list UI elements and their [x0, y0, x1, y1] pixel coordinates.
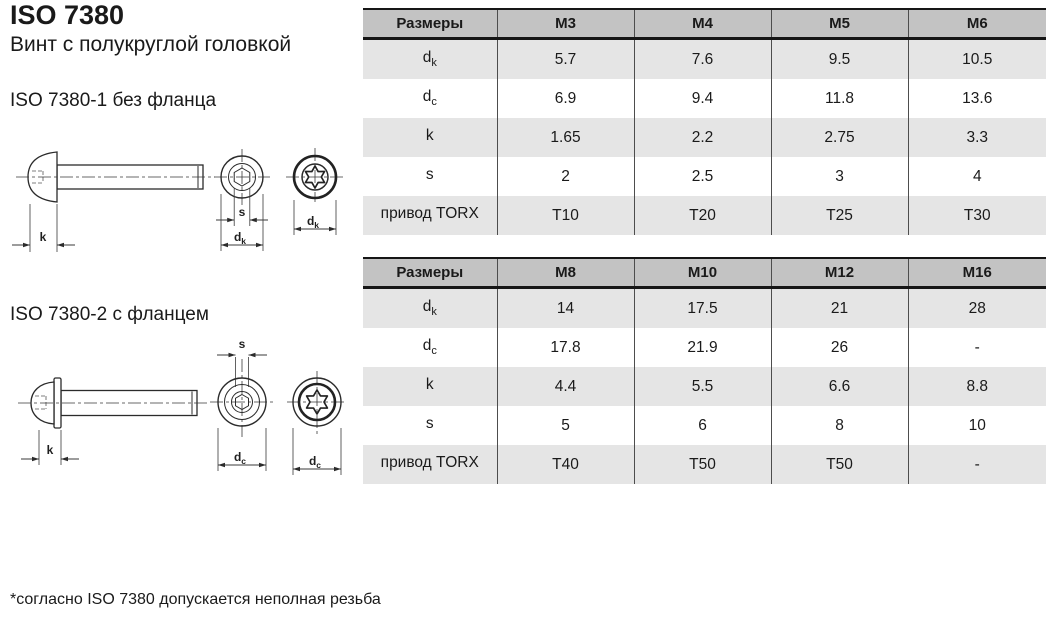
hex-socket-front-view: [210, 337, 274, 471]
table-cell: 4: [908, 157, 1046, 196]
dim-label-s: s: [238, 205, 246, 219]
row-label: привод TORX: [363, 445, 497, 484]
table-cell: 2: [497, 157, 634, 196]
table-cell: 6: [634, 406, 771, 445]
table-cell: 9.4: [634, 79, 771, 118]
table-cell: 10: [908, 406, 1046, 445]
table-cell: 2.2: [634, 118, 771, 157]
dim-label-dc: $d_c$: [308, 454, 322, 470]
row-label: s: [363, 157, 497, 196]
table-cell: 3.3: [908, 118, 1046, 157]
table-cell: T50: [771, 445, 908, 484]
row-label: $d_c$: [363, 79, 497, 118]
section-label-iso7380-2: ISO 7380-2 с фланцем: [10, 304, 209, 325]
table-cell: -: [908, 328, 1046, 367]
screw-side-view: [12, 152, 215, 252]
torx-socket-front-view: [286, 148, 344, 235]
row-label: k: [363, 118, 497, 157]
column-header-m4: M4: [634, 9, 771, 39]
table-cell: T20: [634, 196, 771, 235]
table-cell: T40: [497, 445, 634, 484]
table-row-torx-drive: [363, 196, 1046, 235]
row-label: $d_k$: [363, 39, 497, 80]
column-header-sizes: Размеры: [363, 258, 497, 288]
table-row-torx-drive: [363, 445, 1046, 484]
dim-label-k: k: [39, 230, 47, 244]
table-cell: 14: [497, 288, 634, 329]
table-cell: 8.8: [908, 367, 1046, 406]
table-cell: 11.8: [771, 79, 908, 118]
table-row-k: [363, 118, 1046, 157]
table-cell: T30: [908, 196, 1046, 235]
iso7380-1-technical-drawing: [10, 132, 370, 267]
column-header-sizes: Размеры: [363, 9, 497, 39]
table-cell: 9.5: [771, 39, 908, 80]
table-cell: 10.5: [908, 39, 1046, 80]
page-title: ISO 7380: [10, 0, 125, 30]
hex-socket-front-view: [214, 149, 270, 251]
table-row-s: [363, 157, 1046, 196]
table-cell: 21: [771, 288, 908, 329]
column-header-m8: M8: [497, 258, 634, 288]
table-cell: T25: [771, 196, 908, 235]
section-label-iso7380-1: ISO 7380-1 без фланца: [10, 90, 217, 111]
table-row-dc: [363, 79, 1046, 118]
dimensions-table-m8-m16: [363, 257, 1046, 484]
table-cell: 17.5: [634, 288, 771, 329]
column-header-m16: M16: [908, 258, 1046, 288]
table-row-dk: [363, 288, 1046, 329]
table-cell: 1.65: [497, 118, 634, 157]
table-cell: -: [908, 445, 1046, 484]
dimensions-table-m3-m6: [363, 8, 1046, 235]
table-cell: 5.7: [497, 39, 634, 80]
table-cell: 6.9: [497, 79, 634, 118]
table-header-row: [363, 9, 1046, 39]
table-cell: 8: [771, 406, 908, 445]
table-header-row: [363, 258, 1046, 288]
table-cell: 5: [497, 406, 634, 445]
row-label: s: [363, 406, 497, 445]
dim-label-k: k: [46, 443, 54, 457]
table-cell: 7.6: [634, 39, 771, 80]
torx-socket-front-view: [287, 371, 347, 475]
footnote: *согласно ISO 7380 допускается неполная резьба: [10, 591, 381, 608]
dim-label-dc: $d_c$: [233, 450, 247, 466]
table-row-dk: [363, 39, 1046, 80]
table-cell: T10: [497, 196, 634, 235]
row-label: привод TORX: [363, 196, 497, 235]
flanged-screw-side-view: [18, 378, 210, 465]
table-cell: 17.8: [497, 328, 634, 367]
table-cell: 21.9: [634, 328, 771, 367]
row-label: k: [363, 367, 497, 406]
table-cell: 3: [771, 157, 908, 196]
table-cell: 13.6: [908, 79, 1046, 118]
page-subtitle: Винт с полукруглой головкой: [10, 33, 292, 56]
table-cell: 28: [908, 288, 1046, 329]
column-header-m10: M10: [634, 258, 771, 288]
column-header-m12: M12: [771, 258, 908, 288]
row-label: $d_k$: [363, 288, 497, 329]
table-cell: 26: [771, 328, 908, 367]
table-cell: T50: [634, 445, 771, 484]
dim-label-dk: $d_k$: [233, 230, 247, 246]
table-cell: 5.5: [634, 367, 771, 406]
table-cell: 2.75: [771, 118, 908, 157]
table-row-k: [363, 367, 1046, 406]
table-row-dc: [363, 328, 1046, 367]
column-header-m6: M6: [908, 9, 1046, 39]
table-cell: 6.6: [771, 367, 908, 406]
dim-label-s: s: [238, 337, 246, 351]
table-cell: 2.5: [634, 157, 771, 196]
column-header-m3: M3: [497, 9, 634, 39]
dim-label-dk: $d_k$: [306, 214, 320, 230]
table-row-s: [363, 406, 1046, 445]
iso7380-2-technical-drawing: [10, 335, 370, 520]
table-cell: 4.4: [497, 367, 634, 406]
row-label: $d_c$: [363, 328, 497, 367]
column-header-m5: M5: [771, 9, 908, 39]
